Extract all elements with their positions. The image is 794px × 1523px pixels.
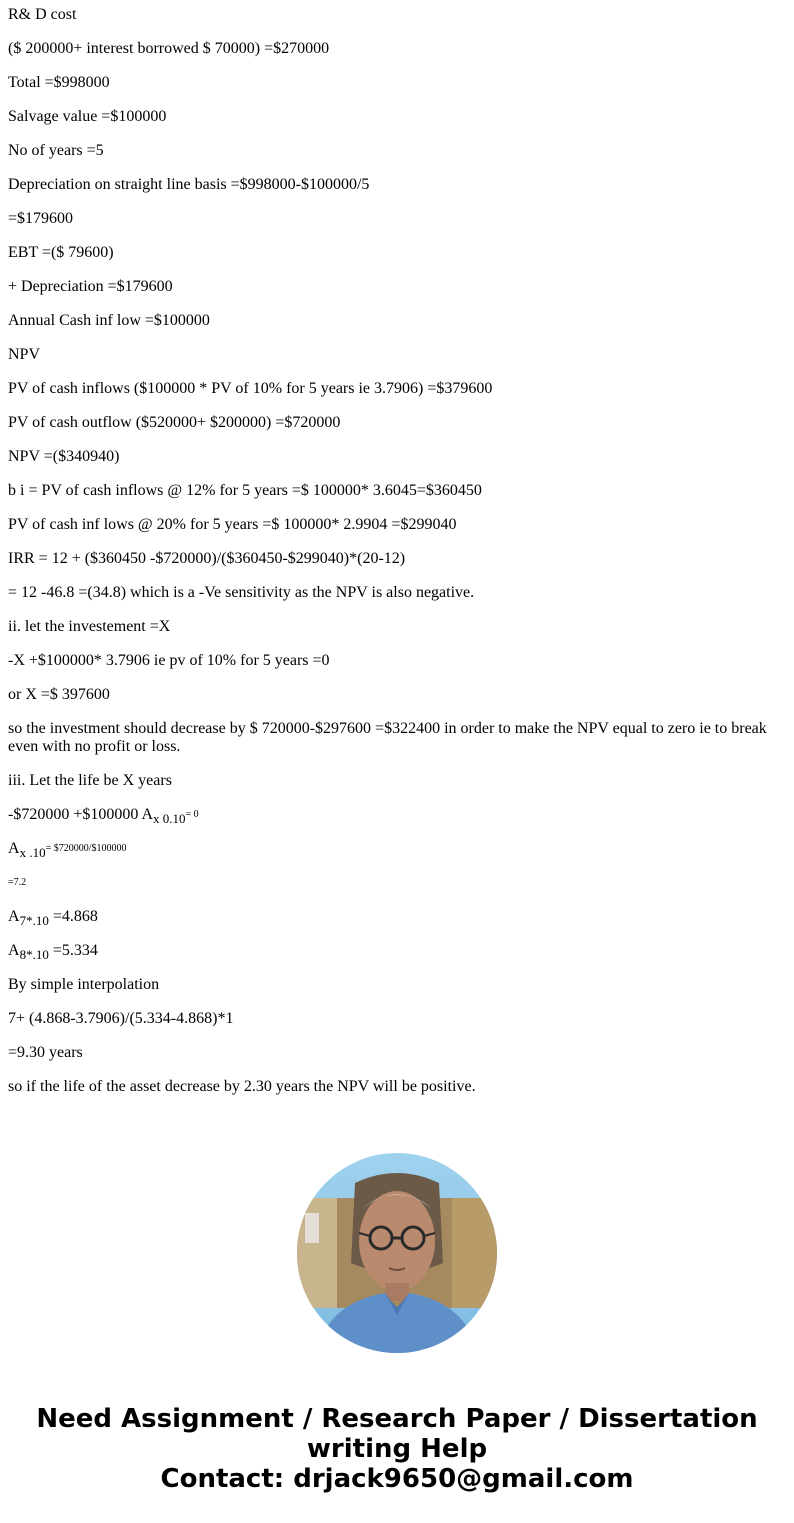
equation-line bbox=[8, 806, 786, 824]
equation-main: A bbox=[8, 942, 20, 959]
equation-rest: =4.868 bbox=[48, 908, 98, 925]
text-line: + Depreciation =$179600 bbox=[8, 278, 173, 295]
text-line: =$179600 bbox=[8, 210, 74, 227]
equation-line bbox=[8, 942, 786, 960]
solution-text bbox=[8, 6, 786, 1096]
text-line: = 12 -46.8 =(34.8) which is a -Ve sensitivity as the NPV is also negative. bbox=[8, 584, 475, 601]
text-line: 7+ (4.868-3.7906)/(5.334-4.868)*1 bbox=[8, 1010, 234, 1027]
text-line: NPV =($340940) bbox=[8, 448, 120, 465]
contact-banner bbox=[0, 1404, 794, 1494]
equation-line bbox=[8, 840, 786, 858]
text-line: By simple interpolation bbox=[8, 976, 160, 993]
text-line: iii. Let the life be X years bbox=[8, 772, 172, 789]
equation-main: A bbox=[8, 840, 20, 857]
text-line: ii. let the investement =X bbox=[8, 618, 171, 635]
text-line: Depreciation on straight line basis =$998000-$100000/5 bbox=[8, 176, 370, 193]
equation-subscript: x 0.10 bbox=[153, 811, 186, 826]
equation-small: = 0 bbox=[185, 809, 199, 820]
profile-photo bbox=[297, 1153, 497, 1353]
banner-line: writing Help bbox=[306, 1434, 488, 1464]
text-line: -X +$100000* 3.7906 ie pv of 10% for 5 years =0 bbox=[8, 652, 330, 669]
text-line: =9.30 years bbox=[8, 1044, 83, 1061]
text-line: Salvage value =$100000 bbox=[8, 108, 167, 125]
text-line: so if the life of the asset decrease by 2.30 years the NPV will be positive. bbox=[8, 1078, 476, 1095]
text-line: NPV bbox=[8, 346, 41, 363]
equation-subscript: 8*.10 bbox=[19, 947, 49, 962]
text-line: Annual Cash inf low =$100000 bbox=[8, 312, 210, 329]
text-line: ($ 200000+ interest borrowed $ 70000) =$270000 bbox=[8, 40, 330, 57]
equation-line: =7.2 bbox=[8, 877, 27, 888]
text-line: PV of cash outflow ($520000+ $200000) =$720000 bbox=[8, 414, 341, 431]
text-line: PV of cash inf lows @ 20% for 5 years =$ 100000* 2.9904 =$299040 bbox=[8, 516, 457, 533]
equation-rest: =5.334 bbox=[48, 942, 98, 959]
text-line: b i = PV of cash inflows @ 12% for 5 years =$ 100000* 3.6045=$360450 bbox=[8, 482, 482, 499]
text-line: IRR = 12 + ($360450 -$720000)/($360450-$299040)*(20-12) bbox=[8, 550, 406, 567]
text-line: No of years =5 bbox=[8, 142, 104, 159]
text-line: Total =$998000 bbox=[8, 74, 110, 91]
banner-line: Need Assignment / Research Paper / Dissertation bbox=[36, 1404, 758, 1434]
text-line: so the investment should decrease by $ 720000-$297600 =$322400 in order to make the NPV equal to zero ie to break even with no profit or loss. bbox=[8, 720, 767, 755]
equation-main: A bbox=[8, 908, 20, 925]
text-line: PV of cash inflows ($100000 * PV of 10% for 5 years ie 3.7906) =$379600 bbox=[8, 380, 493, 397]
avatar bbox=[297, 1153, 497, 1353]
equation-subscript: x .10 bbox=[19, 845, 46, 860]
equation-small: = $720000/$100000 bbox=[45, 843, 127, 854]
contact-email: Contact: drjack9650@gmail.com bbox=[160, 1464, 634, 1494]
text-line: R& D cost bbox=[8, 6, 77, 23]
equation-main: -$720000 +$100000 A bbox=[8, 806, 154, 823]
equation-line bbox=[8, 908, 786, 926]
text-line: EBT =($ 79600) bbox=[8, 244, 114, 261]
text-line: or X =$ 397600 bbox=[8, 686, 110, 703]
equation-subscript: 7*.10 bbox=[19, 913, 49, 928]
